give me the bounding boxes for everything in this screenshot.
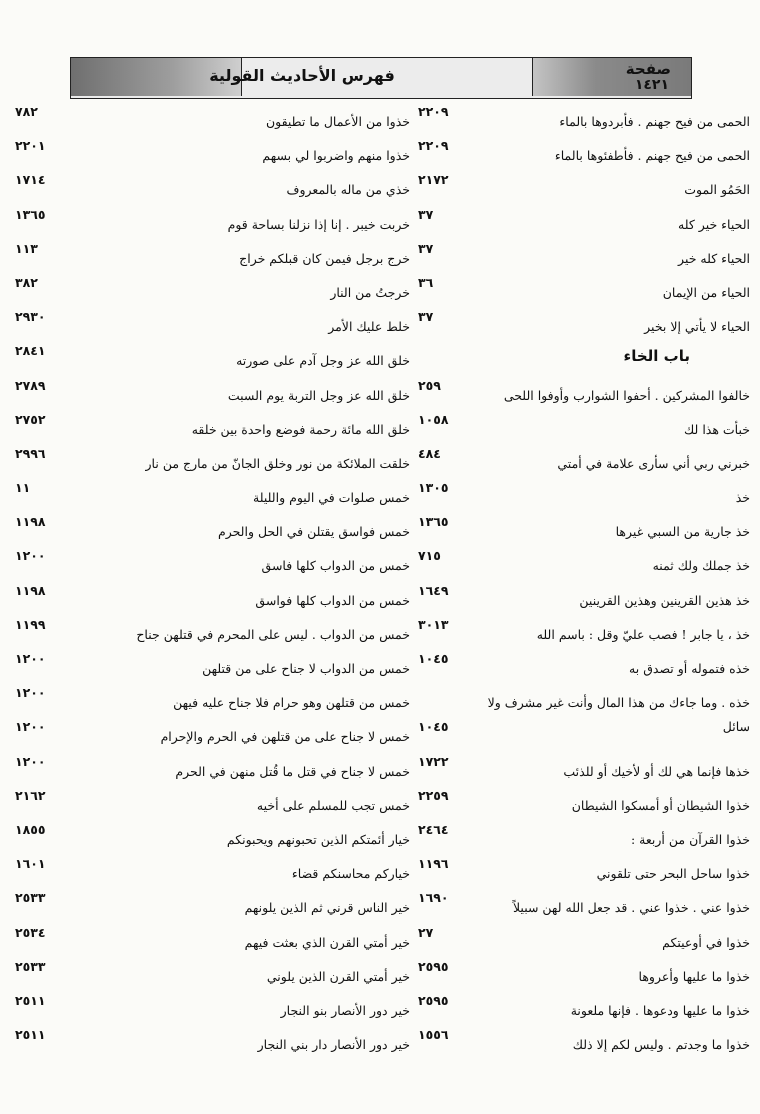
- entry-text: خير الناس قرني ثم الذين يلونهم: [244, 900, 410, 916]
- entry-number: ٢٢٠٩: [418, 104, 449, 119]
- entry-number: ٢١٦٢: [15, 787, 46, 803]
- entry-text: الحياء خير كله: [678, 216, 750, 232]
- entry-number: ١٣٠٥: [418, 480, 449, 496]
- entry-text: خذوا القرآن من أربعة :: [631, 831, 750, 847]
- index-entry: [410, 886, 750, 920]
- index-entry: [410, 544, 750, 578]
- index-entry: [15, 271, 410, 305]
- index-entry: [15, 818, 410, 852]
- index-entry: [15, 408, 410, 442]
- entry-text: خذوا الشيطان أو أمسكوا الشيطان: [571, 797, 750, 813]
- entry-number: ١١: [15, 480, 31, 496]
- entry-text: خرج برجل فيمن كان قبلكم خراج: [239, 250, 410, 266]
- entry-number: ١٦٤٩: [418, 582, 449, 598]
- entry-number: ١٨٥٥: [15, 821, 46, 837]
- index-entry: [15, 168, 410, 202]
- entry-text: خذه . وما جاءك من هذا المال وأنت غير مشرف ولا: [487, 695, 750, 711]
- index-entry: [410, 408, 750, 442]
- index-entry: [410, 100, 750, 134]
- entry-number: ١١٩٨: [15, 582, 46, 598]
- entry-number: ٢٨٤١: [15, 343, 46, 359]
- index-entry: [15, 613, 410, 647]
- index-entry: [410, 1023, 750, 1057]
- entry-number: ٧١٥: [418, 548, 441, 564]
- index-entry: [410, 613, 750, 647]
- entry-number: ٢٤٦٤: [418, 821, 449, 837]
- entry-number: ١٠٤٥: [418, 719, 449, 735]
- entry-text: الحمى من فيح جهنم . فأطفئوها بالماء: [554, 148, 750, 164]
- entry-text: سائل: [722, 719, 750, 735]
- index-entry: [410, 374, 750, 408]
- index-entry: [15, 852, 410, 886]
- entry-number: ١٠٥٨: [418, 411, 449, 427]
- entry-text: خالفوا المشركين . أحفوا الشوارب وأوفوا اللحى: [503, 387, 750, 403]
- index-entry: [410, 134, 750, 168]
- entry-text: خمس فواسق يقتلن في الحل والحرم: [217, 524, 410, 540]
- entry-number: ١٢٠٠: [15, 548, 46, 564]
- index-entry: [410, 510, 750, 544]
- entry-text: خيار أئمتكم الذين تحبونهم ويحبونكم: [226, 831, 410, 847]
- index-entry: [15, 100, 410, 134]
- index-entry: [410, 168, 750, 202]
- entry-text: خير أمتي القرن الذين يلوني: [266, 968, 410, 984]
- entry-text: خلق الله عز وجل التربة يوم السبت: [227, 387, 410, 403]
- page-box: [532, 58, 691, 96]
- entry-text: الحياء كله خير: [678, 250, 750, 266]
- index-entry: [410, 784, 750, 818]
- index-entry: [15, 989, 410, 1023]
- index-entry: [410, 750, 750, 784]
- entry-number: ١٢٠٠: [15, 651, 46, 666]
- entry-text: خذوا ما عليها ودعوها . فإنها ملعونة: [570, 1002, 750, 1018]
- right-column: [410, 100, 750, 1057]
- entry-number: ١٢٠٠: [15, 685, 46, 701]
- entry-text: خير دور الأنصار دار بني النجار: [257, 1037, 410, 1053]
- entry-number: ٢٧٥٢: [15, 411, 46, 427]
- entry-number: ٢٧: [418, 924, 434, 940]
- entry-text: خير دور الأنصار بنو النجار: [280, 1002, 410, 1018]
- entry-text: خذها فإنما هي لك أو لأخيك أو للذئب: [563, 763, 750, 779]
- index-entry: [15, 203, 410, 237]
- index-entry: [15, 750, 410, 784]
- entry-number: ١٦٠١: [15, 856, 46, 872]
- entry-text: خذ ، يا جابر ! فصب عليّ وقل : باسم الله: [536, 626, 750, 642]
- entry-text: خمس من الدواب . ليس على المحرم في قتلهن جناح: [136, 626, 410, 642]
- entry-number: ٣٧: [418, 309, 434, 325]
- index-entry: [15, 544, 410, 578]
- index-entry: [410, 852, 750, 886]
- page-title: فهرس الأحاديث القولية: [209, 66, 395, 85]
- entry-text: خذوا ما وجدتم . وليس لكم إلا ذلك: [572, 1037, 750, 1053]
- entry-number: ٢٢٥٩: [418, 787, 449, 803]
- section-heading: [410, 339, 750, 373]
- page-number: ١٤٢١: [634, 77, 669, 93]
- entry-text: خذوا من الأعمال ما تطيقون: [265, 114, 410, 129]
- entry-number: ١٥٥٦: [418, 1027, 449, 1043]
- entry-text: خذوا ما عليها وأعروها: [638, 968, 750, 984]
- entry-number: ٢٥٩٥: [418, 992, 449, 1008]
- entry-text: الحياء لا يأتي إلا بخير: [644, 319, 750, 335]
- entry-text: خلق الله عز وجل آدم على صورته: [236, 353, 410, 369]
- entry-text: خلط عليك الأمر: [328, 319, 410, 335]
- entry-text: خمس من الدواب كلها فواسق: [255, 592, 410, 608]
- entry-text: الحمى من فيح جهنم . فأبردوها بالماء: [559, 114, 750, 129]
- entry-number: ٧٨٢: [15, 104, 38, 119]
- entry-number: ٢٥٩٥: [418, 958, 449, 974]
- entry-number: ١١٩٨: [15, 514, 46, 530]
- index-entry: [410, 203, 750, 237]
- index-entry: [15, 784, 410, 818]
- entry-number: ٢٥٣٣: [15, 958, 46, 974]
- index-entry: [410, 305, 750, 339]
- entry-number: ٢٥١١: [15, 992, 46, 1008]
- index-entry: [15, 134, 410, 168]
- entry-text: خياركم محاسنكم قضاء: [291, 866, 410, 882]
- index-entry: [410, 237, 750, 271]
- entry-text: خربت خيبر . إنا إذا نزلنا بساحة قوم: [227, 216, 410, 232]
- entry-text: خلق الله مائة رحمة فوضع واحدة بين خلقه: [191, 421, 410, 437]
- index-entry: [15, 339, 410, 373]
- entry-number: ٣٨٢: [15, 274, 38, 290]
- page-label: صفحة: [625, 60, 671, 78]
- index-entry: [15, 681, 410, 715]
- entry-text: خمس لا جناح على من قتلهن في الحرم والإحرام: [160, 729, 410, 745]
- entry-text: خذ: [735, 490, 750, 506]
- entry-number: ١١٩٦: [418, 856, 449, 872]
- index-entry: [410, 271, 750, 305]
- index-entry: [15, 921, 410, 955]
- entry-text: خذوا منهم واضربوا لي بسهم: [262, 148, 410, 164]
- entry-number: ٢٩٣٠: [15, 309, 46, 325]
- entry-text: خير أمتي القرن الذي بعثت فيهم: [244, 934, 410, 950]
- entry-text: خمس صلوات في اليوم والليلة: [253, 490, 410, 506]
- index-entry: [410, 579, 750, 613]
- entry-text: خذوا في أوعيتكم: [662, 934, 750, 950]
- index-entry: [410, 681, 750, 715]
- entry-number: ٢٥١١: [15, 1027, 46, 1043]
- entry-number: ١٣٦٥: [418, 514, 449, 530]
- entry-text: خلقت الملائكة من نور وخلق الجانّ من مارج من نار: [145, 455, 410, 471]
- index-entry: [410, 476, 750, 510]
- entry-text: الحَمُو الموت: [684, 182, 750, 198]
- entry-number: ٢٩٩٦: [15, 445, 46, 461]
- entry-text: خمس من قتلهن وهو حرام فلا جناح عليه فيهن: [173, 695, 410, 711]
- entry-number: ١١٩٩: [15, 616, 46, 632]
- index-entry: [410, 647, 750, 681]
- entry-text: خمس لا جناح في قتل ما قُتل منهن في الحرم: [175, 763, 410, 779]
- index-entry: [15, 305, 410, 339]
- entry-text: خذ جملك ولك ثمنه: [652, 558, 750, 574]
- entry-number: ٢٢٠١: [15, 138, 46, 154]
- index-entry: [410, 989, 750, 1023]
- entry-number: ١٦٩٠: [418, 890, 449, 906]
- index-entry: [15, 1023, 410, 1057]
- index-entry: [410, 442, 750, 476]
- index-entry: [410, 818, 750, 852]
- index-entry: [15, 476, 410, 510]
- index-entry: [15, 579, 410, 613]
- entry-text: خذوا ساحل البحر حتى تلقوني: [596, 866, 750, 882]
- entry-text: خمس من الدواب لا جناح على من قتلهن: [202, 661, 410, 676]
- entry-text: خذي من ماله بالمعروف: [286, 182, 410, 198]
- entry-number: ٢٥٣٣: [15, 890, 46, 906]
- index-entry: [15, 886, 410, 920]
- entry-number: ٢٢٠٩: [418, 138, 449, 154]
- index-entry: [15, 237, 410, 271]
- entry-number: ٣٧: [418, 206, 434, 222]
- entry-number: ١٠٤٥: [418, 651, 449, 666]
- entry-number: ٣٧: [418, 240, 434, 256]
- index-entry: [15, 374, 410, 408]
- index-entry: [410, 715, 750, 749]
- entry-text: خمس من الدواب كلها فاسق: [261, 558, 410, 574]
- entry-number: ١٧١٤: [15, 172, 46, 188]
- entry-number: ١٣٦٥: [15, 206, 46, 222]
- index-entry: [15, 442, 410, 476]
- section-heading-text: باب الخاء: [623, 347, 690, 366]
- entry-number: ١٧٢٢: [418, 753, 449, 769]
- entry-text: الحياء من الإيمان: [662, 284, 750, 300]
- page-header: [70, 57, 692, 99]
- entry-number: ٣٦: [418, 274, 434, 290]
- entry-text: خذوا عني . خذوا عني . قد جعل الله لهن سبيلاً: [512, 900, 750, 916]
- index-entry: [15, 510, 410, 544]
- entry-number: ٤٨٤: [418, 445, 441, 461]
- index-entry: [15, 955, 410, 989]
- entry-text: خذه فتموله أو تصدق به: [629, 661, 750, 676]
- index-entry: [15, 647, 410, 681]
- entry-number: ٢٥٣٤: [15, 924, 46, 940]
- entry-number: ٢٥٩: [418, 377, 441, 393]
- index-entry: [15, 715, 410, 749]
- left-column: [15, 100, 410, 1057]
- entry-text: خبأت هذا لك: [684, 421, 750, 437]
- entry-text: خذ جارية من السبي غيرها: [615, 524, 750, 540]
- entry-text: خذ هذين القرينين وهذين القرينين: [579, 592, 750, 608]
- entry-number: ١٢٠٠: [15, 719, 46, 735]
- entry-number: ٢١٧٢: [418, 172, 449, 188]
- entry-text: خبرني ربي أني سأرى علامة في أمتي: [557, 455, 750, 471]
- entry-number: ١١٣: [15, 240, 38, 256]
- entry-text: خمس تجب للمسلم على أخيه: [256, 797, 410, 813]
- entry-number: ٢٧٨٩: [15, 377, 46, 393]
- entry-number: ٣٠١٣: [418, 616, 449, 632]
- index-entry: [410, 955, 750, 989]
- index-entry: [410, 921, 750, 955]
- entry-text: خرجتُ من النار: [330, 284, 410, 300]
- entry-number: ١٢٠٠: [15, 753, 46, 769]
